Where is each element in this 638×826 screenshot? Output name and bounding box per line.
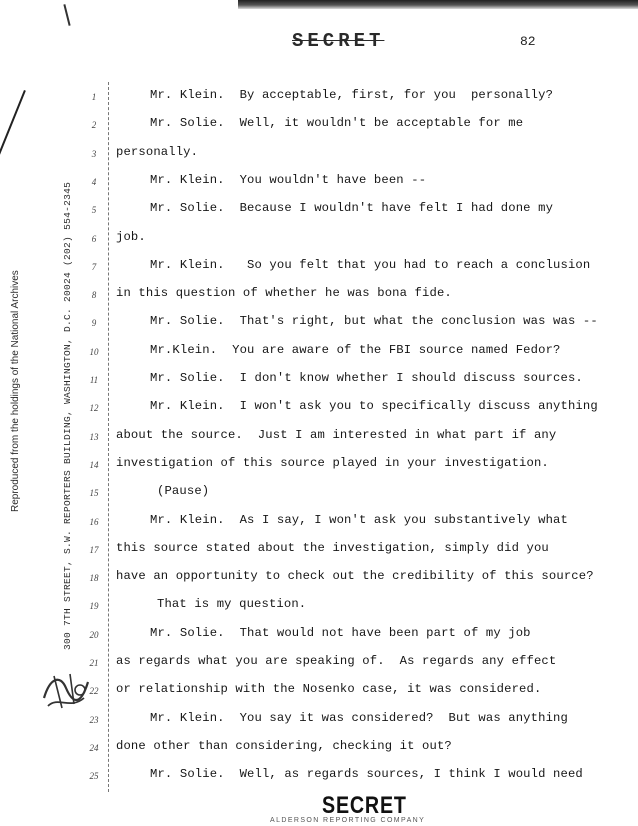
transcript-line <box>0 541 638 561</box>
archives-note: Reproduced from the holdings of the National Archives <box>10 270 21 512</box>
transcript-line <box>0 258 638 278</box>
line-text: or relationship with the Nosenko case, it was considered. <box>116 682 542 697</box>
line-text: have an opportunity to check out the credibility of this source? <box>116 569 594 584</box>
footer-classification-mark: SECRET <box>322 792 407 819</box>
transcript-line <box>0 626 638 646</box>
line-number: 1 <box>91 92 97 102</box>
line-text: Mr.Klein. You are aware of the FBI source named Fedor? <box>150 342 561 357</box>
reporter-address: 300 7TH STREET, S.W. REPORTERS BUILDING, WASHINGTON, D.C. 20024 (202) 554-2345 <box>62 181 73 650</box>
line-number: 3 <box>91 148 97 159</box>
scan-edge-bar <box>238 0 638 9</box>
transcript-line <box>0 314 638 334</box>
transcript-line <box>0 201 638 221</box>
transcript-line <box>0 230 638 250</box>
line-text: Mr. Solie. Well, as regards sources, I think I would need <box>150 767 583 782</box>
line-text: personally. <box>116 144 199 159</box>
footer-company: ALDERSON REPORTING COMPANY <box>270 817 426 824</box>
line-number: 17 <box>89 544 99 555</box>
transcript-line <box>0 456 638 476</box>
header-classification-mark: SECRET <box>292 30 385 52</box>
line-text: done other than considering, checking it out? <box>116 738 452 753</box>
transcript-line <box>0 371 638 391</box>
transcript-line <box>0 513 638 533</box>
line-text: That is my question. <box>157 597 307 612</box>
line-number: 11 <box>89 375 99 385</box>
scan-corner-mark <box>63 4 70 26</box>
line-text: Mr. Klein. As I say, I won't ask you substantively what <box>150 512 568 527</box>
line-text: Mr. Solie. That's right, but what the conclusion was was -- <box>150 314 598 329</box>
line-text: job. <box>116 229 146 244</box>
line-text: Mr. Solie. Because I wouldn't have felt I had done my <box>150 201 554 216</box>
line-number: 9 <box>91 318 97 329</box>
line-number: 21 <box>89 658 99 668</box>
line-number: 22 <box>89 686 99 697</box>
page-number: 82 <box>520 34 536 49</box>
line-number: 25 <box>89 771 99 782</box>
transcript-line <box>0 654 638 674</box>
transcript-line <box>0 145 638 165</box>
line-text: about the source. Just I am interested in what part if any <box>116 427 557 442</box>
line-number: 23 <box>89 714 99 725</box>
line-number: 7 <box>91 261 97 272</box>
transcript-line <box>0 682 638 702</box>
line-number: 13 <box>89 431 99 442</box>
line-number: 8 <box>91 290 97 301</box>
transcript-line <box>0 711 638 731</box>
line-text: Mr. Solie. Well, it wouldn't be acceptable for me <box>150 116 524 131</box>
line-number: 5 <box>91 205 97 216</box>
line-text: Mr. Klein. So you felt that you had to reach a conclusion <box>150 257 591 272</box>
line-number: 15 <box>89 488 99 499</box>
line-number: 19 <box>89 601 99 612</box>
transcript-line <box>0 767 638 787</box>
transcript-line <box>0 286 638 306</box>
line-text: Mr. Solie. That would not have been part of my job <box>150 625 531 640</box>
transcript-line <box>0 173 638 193</box>
line-text: Mr. Klein. You wouldn't have been -- <box>150 172 427 187</box>
line-number: 10 <box>89 346 99 357</box>
line-text: in this question of whether he was bona fide. <box>116 286 452 301</box>
line-text: as regards what you are speaking of. As regards any effect <box>116 654 557 668</box>
line-text: investigation of this source played in your investigation. <box>116 455 549 470</box>
line-number: 14 <box>89 459 99 470</box>
line-text: Mr. Solie. I don't know whether I should discuss sources. <box>150 371 583 385</box>
line-text: Mr. Klein. I won't ask you to specifically discuss anything <box>150 399 598 414</box>
transcript-line <box>0 597 638 617</box>
transcript-line <box>0 569 638 589</box>
transcript-line <box>0 484 638 504</box>
transcript-line <box>0 428 638 448</box>
line-number: 6 <box>91 233 97 244</box>
transcript-line <box>0 739 638 759</box>
line-number: 18 <box>89 573 99 584</box>
line-number: 2 <box>91 120 97 131</box>
line-number: 20 <box>89 629 99 640</box>
line-number: 16 <box>89 516 99 527</box>
line-number: 24 <box>89 742 99 753</box>
transcript-line <box>0 116 638 136</box>
line-number: 12 <box>89 403 99 414</box>
line-text: Mr. Klein. By acceptable, first, for you personally? <box>150 88 554 102</box>
line-text: (Pause) <box>157 484 210 499</box>
transcript-line <box>0 343 638 363</box>
line-text: Mr. Klein. You say it was considered? But was anything <box>150 710 568 725</box>
transcript-line <box>0 88 638 108</box>
line-text: this source stated about the investigation, simply did you <box>116 540 549 555</box>
transcript-line <box>0 399 638 419</box>
line-number: 4 <box>91 176 97 187</box>
